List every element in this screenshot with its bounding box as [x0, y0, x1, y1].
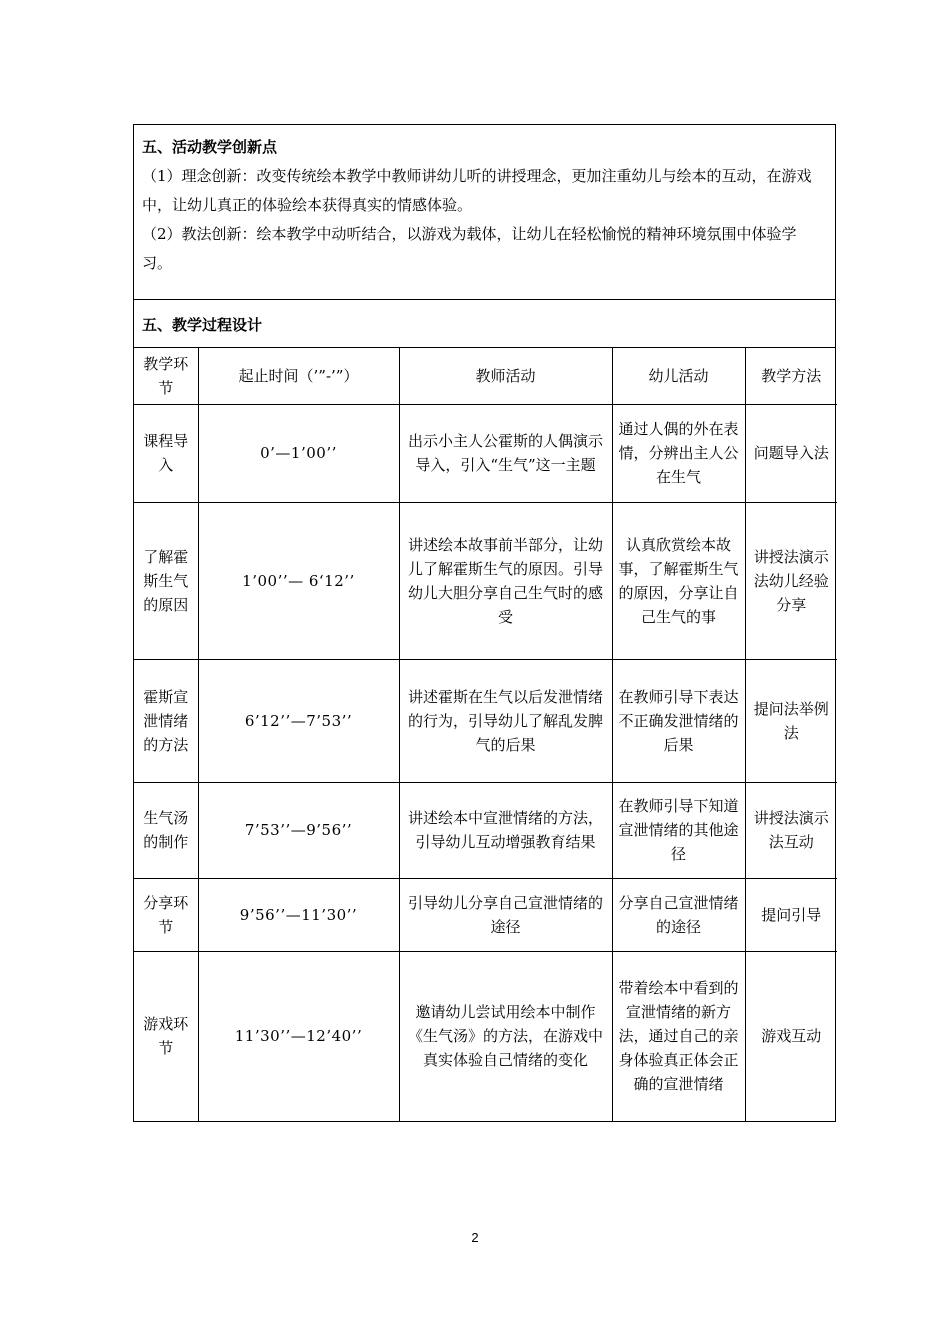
- row-section: 了解霍斯生气的原因: [134, 502, 198, 659]
- table-row: [134, 404, 837, 502]
- lesson-plan-frame: [133, 124, 836, 1122]
- process-title: 五、教学过程设计: [134, 300, 835, 348]
- row-teacher-activity: 讲述霍斯在生气以后发泄情绪的行为，引导幼儿了解乱发脾气的后果: [399, 659, 612, 782]
- table-row: [134, 951, 837, 1121]
- row-time: 7’53’’—9’56’’: [198, 782, 399, 878]
- row-teacher-activity: 引导幼儿分享自己宣泄情绪的途径: [399, 878, 612, 951]
- innovation-title: 五、活动教学创新点: [142, 138, 278, 156]
- row-child-activity: 认真欣赏绘本故事，了解霍斯生气的原因，分享让自己生气的事: [612, 502, 745, 659]
- table-row: [134, 659, 837, 782]
- header-method: 教学方法: [745, 348, 837, 404]
- row-time: 11’30’’—12’40’’: [198, 951, 399, 1121]
- row-method: 问题导入法: [745, 404, 837, 502]
- row-method: 游戏互动: [745, 951, 837, 1121]
- row-teacher-activity: 邀请幼儿尝试用绘本中制作《生气汤》的方法，在游戏中真实体验自己情绪的变化: [399, 951, 612, 1121]
- row-method: 讲授法演示法互动: [745, 782, 837, 878]
- row-child-activity: 在教师引导下表达不正确发泄情绪的后果: [612, 659, 745, 782]
- row-time: 9’56’’—11’30’’: [198, 878, 399, 951]
- row-section: 分享环节: [134, 878, 198, 951]
- row-child-activity: 分享自己宣泄情绪的途径: [612, 878, 745, 951]
- table-row: [134, 878, 837, 951]
- header-teacher-activity: 教师活动: [399, 348, 612, 404]
- row-section: 生气汤的制作: [134, 782, 198, 878]
- table-header-row: [134, 348, 837, 404]
- table-row: [134, 502, 837, 659]
- header-section: 教学环节: [134, 348, 198, 404]
- row-section: 课程导入: [134, 404, 198, 502]
- innovation-section: [134, 125, 835, 300]
- innovation-point-2: （2）教法创新：绘本教学中动听结合，以游戏为载体，让幼儿在轻松愉悦的精神环境氛围中体验学习。: [142, 225, 797, 272]
- row-method: 提问法举例法: [745, 659, 837, 782]
- row-section: 霍斯宣泄情绪的方法: [134, 659, 198, 782]
- table-row: [134, 782, 837, 878]
- header-child-activity: 幼儿活动: [612, 348, 745, 404]
- row-teacher-activity: 讲述绘本故事前半部分，让幼儿了解霍斯生气的原因。引导幼儿大胆分享自己生气时的感受: [399, 502, 612, 659]
- innovation-point-1: （1）理念创新：改变传统绘本教学中教师讲幼儿听的讲授理念，更加注重幼儿与绘本的互动，在游戏中，让幼儿真正的体验绘本获得真实的情感体验。: [142, 167, 812, 214]
- process-table: [134, 348, 837, 1121]
- page-number: 2: [471, 1230, 479, 1245]
- row-time: 6’12’’—7’53’’: [198, 659, 399, 782]
- row-child-activity: 在教师引导下知道宣泄情绪的其他途径: [612, 782, 745, 878]
- row-teacher-activity: 讲述绘本中宣泄情绪的方法，引导幼儿互动增强教育结果: [399, 782, 612, 878]
- row-time: 0’—1’00’’: [198, 404, 399, 502]
- row-method: 提问引导: [745, 878, 837, 951]
- row-time: 1’00’’— 6‘12’’: [198, 502, 399, 659]
- row-section: 游戏环节: [134, 951, 198, 1121]
- header-time: 起止时间（’”-’”）: [198, 348, 399, 404]
- row-child-activity: 带着绘本中看到的宣泄情绪的新方法，通过自己的亲身体验真正体会正确的宣泄情绪: [612, 951, 745, 1121]
- row-method: 讲授法演示法幼儿经验分享: [745, 502, 837, 659]
- row-teacher-activity: 出示小主人公霍斯的人偶演示导入，引入“生气”这一主题: [399, 404, 612, 502]
- row-child-activity: 通过人偶的外在表情，分辨出主人公在生气: [612, 404, 745, 502]
